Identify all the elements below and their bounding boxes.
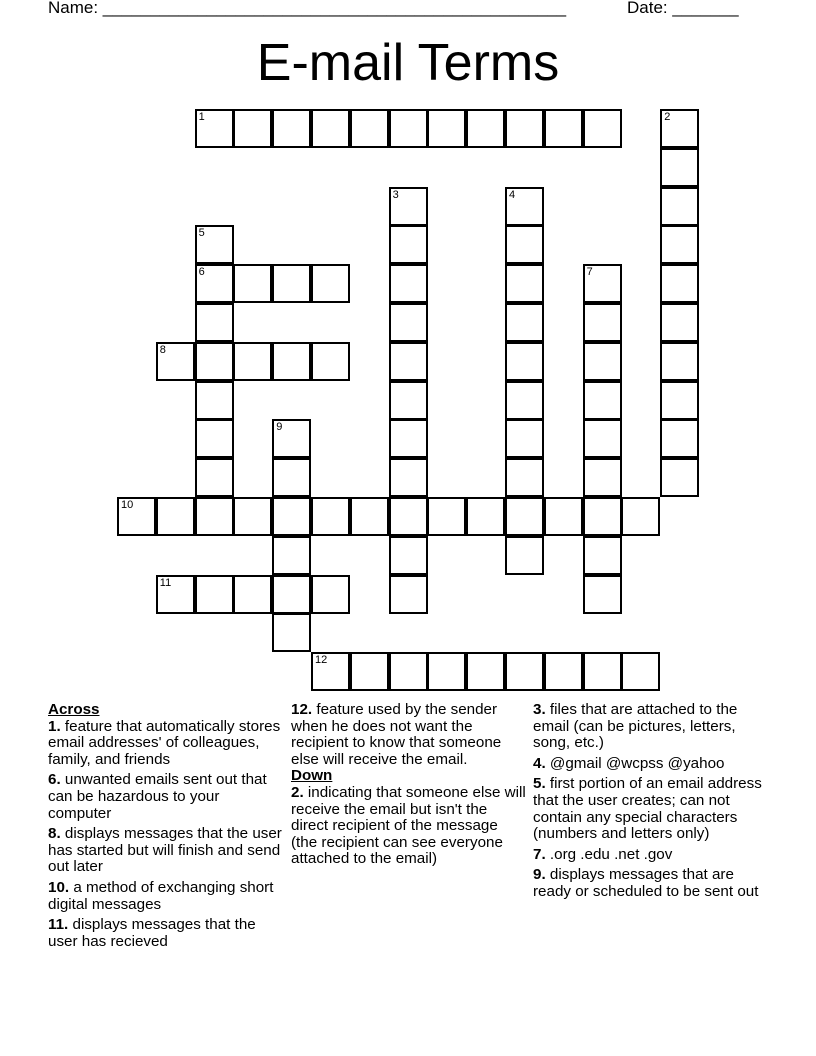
clue-number: 6 — [198, 266, 205, 279]
grid-cell[interactable] — [272, 575, 311, 614]
clue-across-12: 12. feature used by the sender when he does not want the recipient to know that someone else will receive the email. — [291, 701, 502, 768]
grid-cell[interactable] — [350, 109, 389, 148]
grid-cell[interactable] — [311, 652, 350, 691]
grid-cell[interactable] — [660, 225, 699, 264]
grid-cell[interactable] — [195, 109, 234, 148]
grid-cell[interactable] — [505, 419, 544, 458]
grid-cell[interactable] — [389, 225, 428, 264]
grid-cell[interactable] — [505, 264, 544, 303]
grid-cell[interactable] — [505, 381, 544, 420]
grid-cell[interactable] — [389, 652, 428, 691]
clues-column-3 — [533, 702, 768, 905]
grid-cell[interactable] — [389, 575, 428, 614]
clue-number: 8 — [159, 343, 166, 356]
grid-cell[interactable] — [583, 303, 622, 342]
grid-cell[interactable] — [505, 536, 544, 575]
grid-cell[interactable] — [505, 225, 544, 264]
across-heading: Across — [48, 701, 100, 718]
grid-cell[interactable] — [505, 652, 544, 691]
grid-cell[interactable] — [389, 187, 428, 226]
clue-number: 10 — [121, 499, 134, 511]
grid-cell[interactable] — [583, 342, 622, 381]
grid-cell[interactable] — [272, 536, 311, 575]
grid-cell[interactable] — [583, 264, 622, 303]
grid-cell[interactable] — [427, 109, 466, 148]
grid-cell[interactable] — [272, 109, 311, 148]
grid-cell[interactable] — [272, 613, 311, 652]
grid-cell[interactable] — [583, 652, 622, 691]
grid-cell[interactable] — [583, 458, 622, 497]
grid-cell[interactable] — [505, 497, 544, 536]
grid-cell[interactable] — [311, 109, 350, 148]
grid-cell[interactable] — [660, 264, 699, 303]
grid-cell[interactable] — [466, 652, 505, 691]
grid-cell[interactable] — [233, 497, 272, 536]
grid-cell[interactable] — [389, 264, 428, 303]
date-field: Date: _______ — [627, 0, 739, 17]
grid-cell[interactable] — [660, 303, 699, 342]
grid-cell[interactable] — [427, 497, 466, 536]
grid-cell[interactable] — [195, 419, 234, 458]
grid-cell[interactable] — [583, 419, 622, 458]
grid-cell[interactable] — [311, 264, 350, 303]
grid-cell[interactable] — [466, 109, 505, 148]
grid-cell[interactable] — [621, 652, 660, 691]
grid-cell[interactable] — [350, 497, 389, 536]
grid-cell[interactable] — [505, 342, 544, 381]
clue-down-5: 5. first portion of an email address that the user creates; can not contain any special characters (numbers and letters only) — [533, 775, 762, 843]
grid-cell[interactable] — [272, 264, 311, 303]
grid-cell[interactable] — [156, 575, 195, 614]
grid-cell[interactable] — [233, 575, 272, 614]
grid-cell[interactable] — [195, 225, 234, 264]
grid-cell[interactable] — [660, 342, 699, 381]
down-heading: Down — [291, 767, 333, 785]
grid-cell[interactable] — [311, 575, 350, 614]
clue-across-8: 8. displays messages that the user has started but will finish and send out later — [48, 825, 282, 876]
clue-number: 4 — [509, 188, 516, 201]
grid-cell[interactable] — [583, 109, 622, 148]
grid-cell[interactable] — [233, 109, 272, 148]
clue-down-3: 3. files that are attached to the email (can be pictures, letters, song, etc.) — [533, 701, 738, 752]
grid-cell[interactable] — [583, 536, 622, 575]
grid-cell[interactable] — [389, 303, 428, 342]
clues-column-2 — [291, 702, 526, 872]
grid-cell[interactable] — [389, 536, 428, 575]
grid-cell[interactable] — [195, 497, 234, 536]
grid-cell[interactable] — [389, 419, 428, 458]
grid-cell[interactable] — [156, 342, 195, 381]
clue-across-1: 1. feature that automatically stores email addresses' of colleagues, family, and friends — [48, 717, 281, 768]
clue-number: 5 — [198, 227, 205, 240]
page-title: E-mail Terms — [256, 34, 560, 92]
grid-cell[interactable] — [505, 187, 544, 226]
clue-number: 12 — [315, 654, 328, 667]
clue-number: 11 — [159, 576, 172, 589]
grid-cell[interactable] — [117, 497, 156, 536]
clue-down-9: 9. displays messages that are ready or scheduled to be sent out — [533, 866, 759, 900]
clues-column-1 — [48, 702, 283, 954]
clue-down-2: 2. indicating that someone else will receive the email but isn't the direct recipient of the message (the recipient can see everyone attached to the email) — [291, 783, 526, 868]
grid-cell[interactable] — [544, 652, 583, 691]
clue-number: 7 — [586, 266, 593, 279]
grid-cell[interactable] — [389, 342, 428, 381]
grid-cell[interactable] — [427, 652, 466, 691]
grid-cell[interactable] — [583, 381, 622, 420]
clue-across-10: 10. a method of exchanging short digital messages — [48, 878, 274, 913]
grid-cell[interactable] — [660, 148, 699, 187]
grid-cell[interactable] — [660, 187, 699, 226]
clue-number: 2 — [664, 111, 671, 123]
grid-cell[interactable] — [195, 458, 234, 497]
clue-number: 1 — [198, 111, 205, 123]
grid-cell[interactable] — [660, 381, 699, 420]
grid-cell[interactable] — [311, 342, 350, 381]
grid-cell[interactable] — [195, 342, 234, 381]
grid-cell[interactable] — [233, 264, 272, 303]
grid-cell[interactable] — [621, 497, 660, 536]
name-field: Name: _________________________________________________ — [48, 0, 567, 17]
grid-cell[interactable] — [660, 109, 699, 148]
grid-cell[interactable] — [544, 497, 583, 536]
grid-cell[interactable] — [389, 497, 428, 536]
grid-cell[interactable] — [505, 458, 544, 497]
grid-cell[interactable] — [272, 419, 311, 458]
grid-cell[interactable] — [660, 458, 699, 497]
grid-cell[interactable] — [272, 497, 311, 536]
grid-cell[interactable] — [195, 303, 234, 342]
grid-cell[interactable] — [195, 575, 234, 614]
clue-across-6: 6. unwanted emails sent out that can be hazardous to your computer — [48, 771, 267, 822]
clue-down-4: 4. @gmail @wcpss @yahoo — [533, 754, 725, 772]
grid-cell[interactable] — [233, 342, 272, 381]
grid-cell[interactable] — [544, 109, 583, 148]
grid-cell[interactable] — [466, 497, 505, 536]
grid-cell[interactable] — [272, 342, 311, 381]
grid-cell[interactable] — [272, 458, 311, 497]
clue-number: 3 — [392, 188, 399, 201]
grid-cell[interactable] — [389, 381, 428, 420]
grid-cell[interactable] — [195, 381, 234, 420]
grid-cell[interactable] — [156, 497, 195, 536]
clue-across-11: 11. displays messages that the user has recieved — [48, 916, 256, 950]
grid-cell[interactable] — [583, 497, 622, 536]
grid-cell[interactable] — [505, 303, 544, 342]
grid-cell[interactable] — [660, 419, 699, 458]
grid-cell[interactable] — [350, 652, 389, 691]
clue-number: 9 — [276, 421, 283, 434]
grid-cell[interactable] — [195, 264, 234, 303]
grid-cell[interactable] — [583, 575, 622, 614]
grid-cell[interactable] — [505, 109, 544, 148]
grid-cell[interactable] — [389, 458, 428, 497]
grid-cell[interactable] — [389, 109, 428, 148]
grid-cell[interactable] — [311, 497, 350, 536]
clue-down-7: 7. .org .edu .net .gov — [533, 845, 673, 863]
